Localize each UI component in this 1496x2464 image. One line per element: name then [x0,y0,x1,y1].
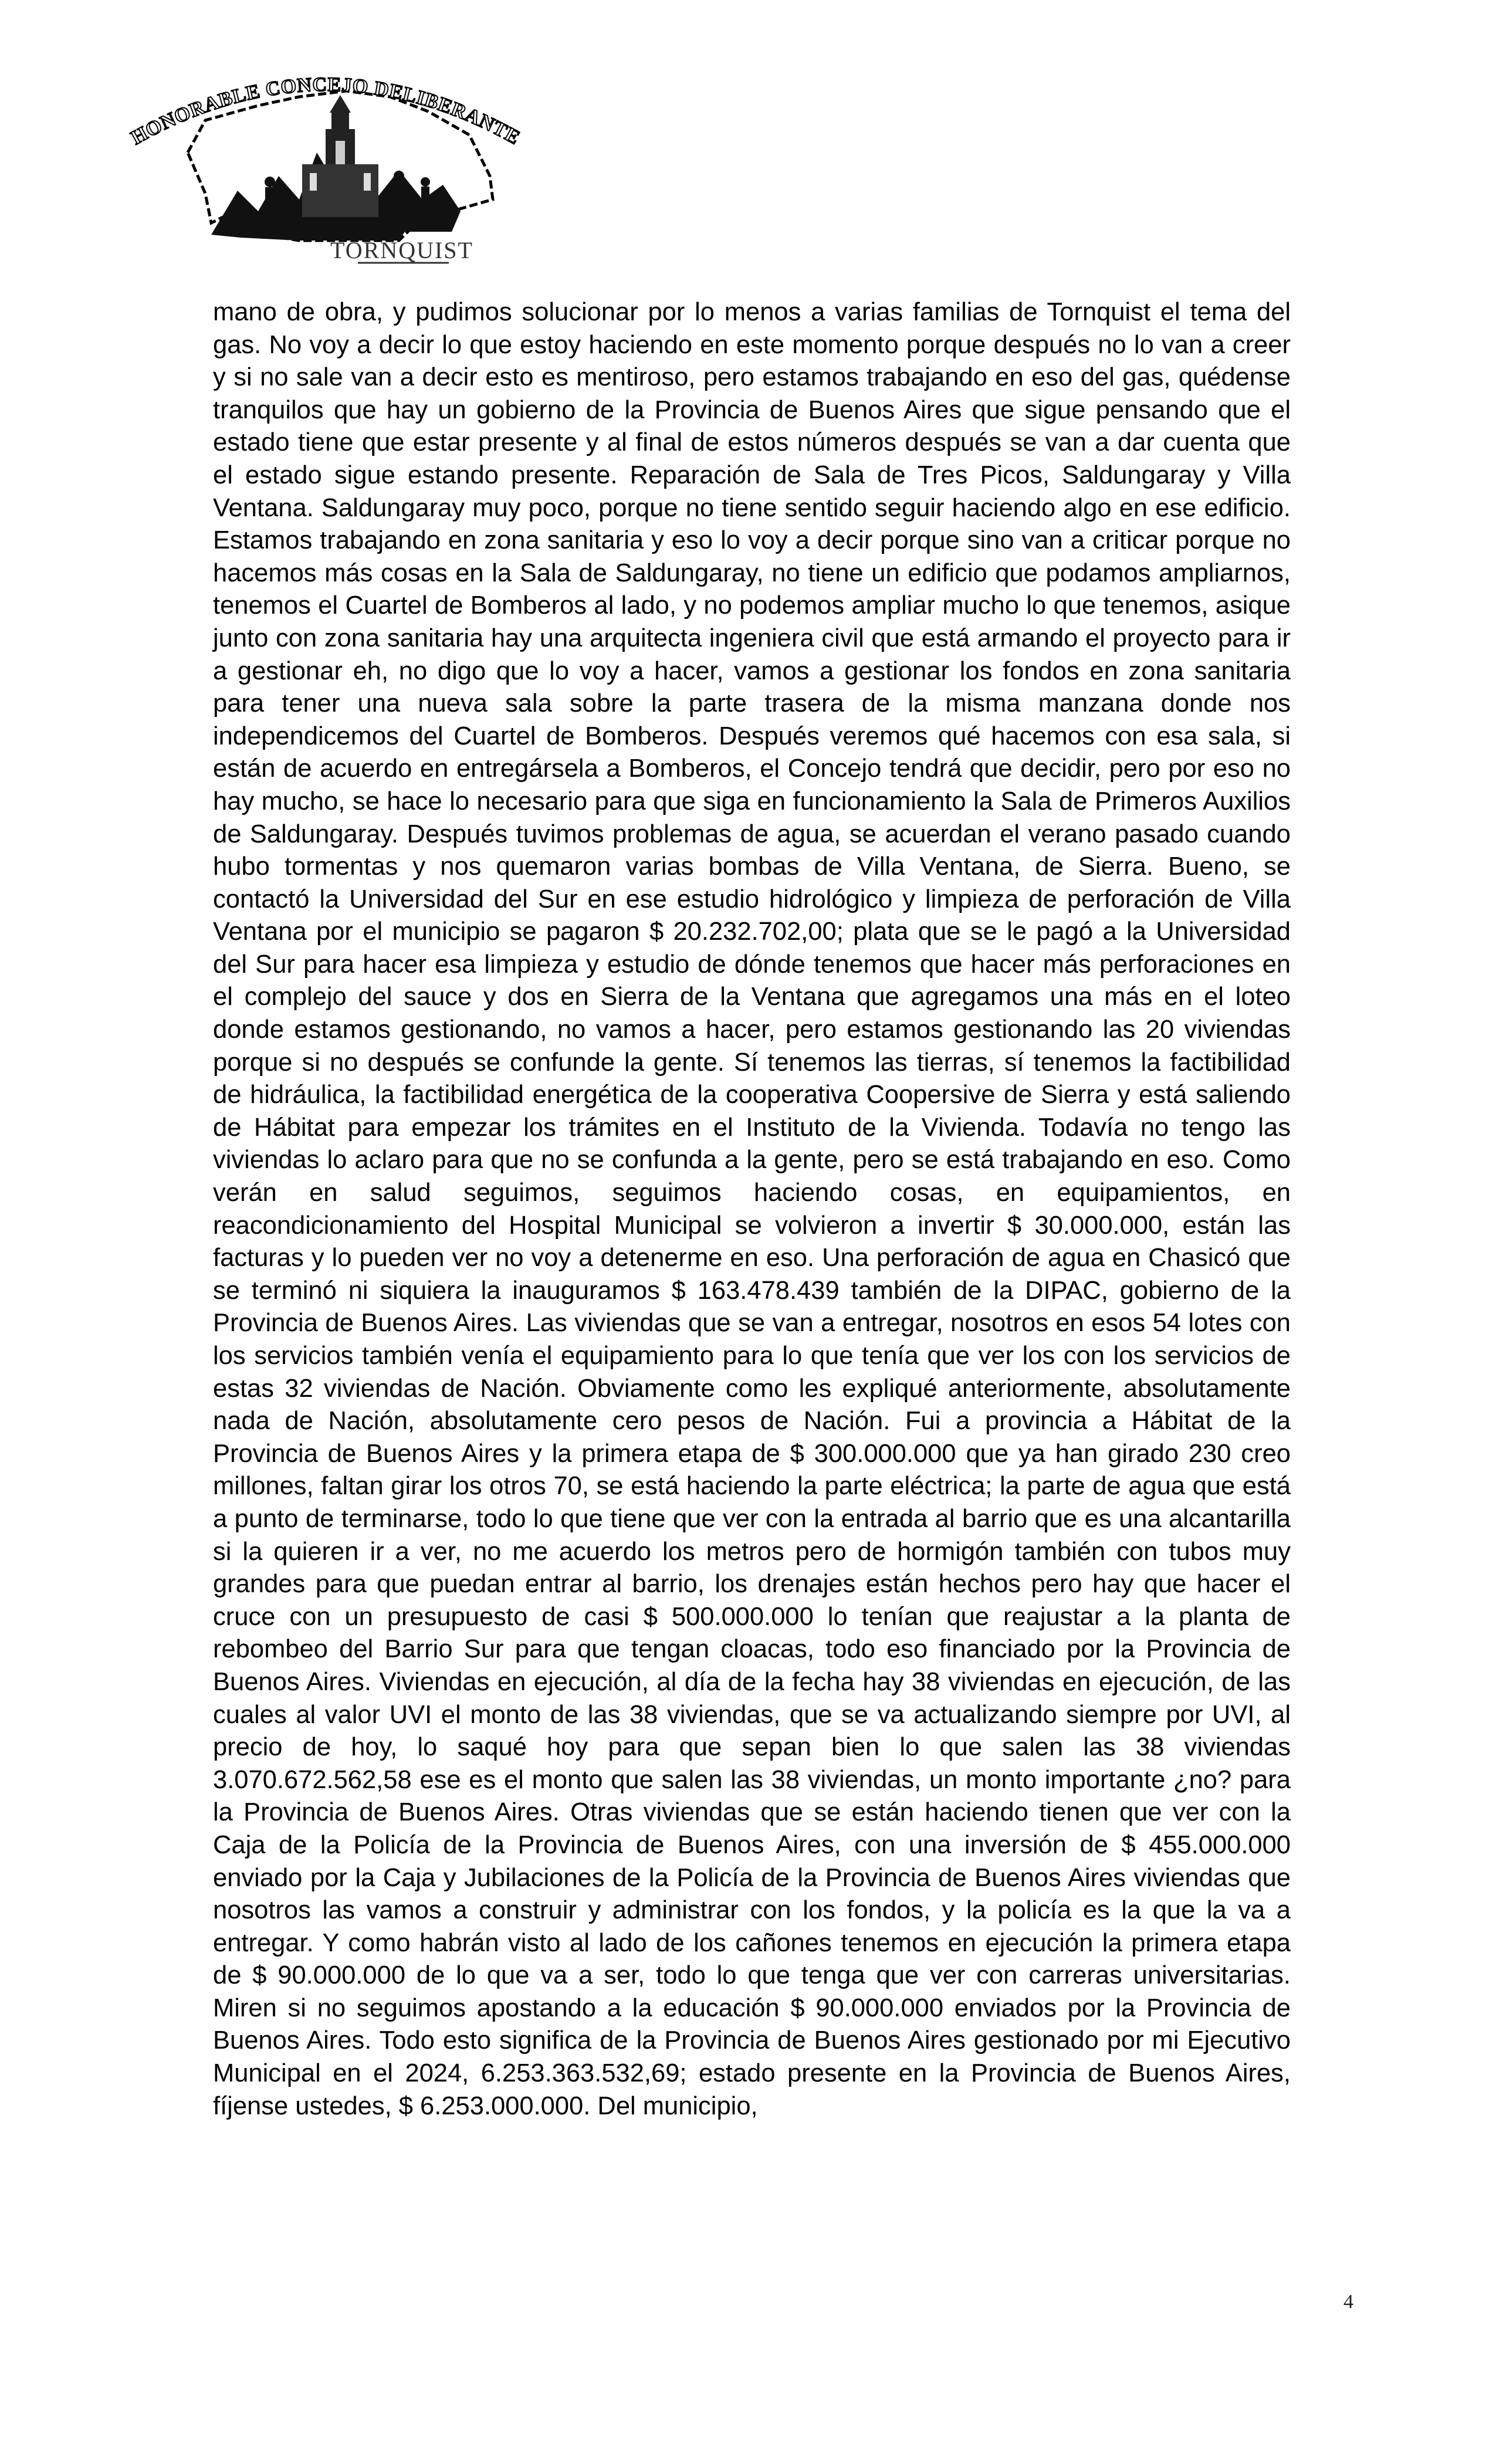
logo-arc-text: HONORABLE CONCEJO DELIBERANTE [127,73,524,150]
concejo-logo [123,65,534,270]
body-paragraph: mano de obra, y pudimos solucionar por lo menos a varias familias de Tornquist el tema del gas. No voy a decir lo que estoy haciendo en este momento porque después no lo van a creer y si no sale van a decir esto es mentiroso, pero estamos trabajando en eso del gas, quédense tranquilos que hay un gobierno de la Provincia de Buenos Aires que sigue pensando que el estado tiene que estar presente y al final de estos números después se van a dar cuenta que el estado sigue estando presente. Reparación de Sala de Tres Picos, Saldungaray y Villa Ventana. Saldungaray muy poco, porque no tiene sentido seguir haciendo algo en ese edificio. Estamos trabajando en zona sanitaria y eso lo voy a decir porque sino van a criticar porque no hacemos más cosas en la Sala de Saldungaray, no tiene un edificio que podamos ampliarnos, tenemos el Cuartel de Bomberos al lado, y no podemos ampliar mucho lo que tenemos, asique junto con zona sanitaria hay una arquitecta ingeniera civil que está armando el proyecto para ir a gestionar eh, no digo que lo voy a hacer, vamos a gestionar los fondos en zona sanitaria para tener una nueva sala sobre la parte trasera de la misma manzana donde nos independicemos del Cuartel de Bomberos. Después veremos qué hacemos con esa sala, si están de acuerdo en entregársela a Bomberos, el Concejo tendrá que decidir, pero por eso no hay mucho, se hace lo necesario para que siga en funcionamiento la Sala de Primeros Auxilios de Saldungaray. Después tuvimos problemas de agua, se acuerdan el verano pasado cuando hubo tormentas y nos quemaron varias bombas de Villa Ventana, de Sierra. Bueno, se contactó la Universidad del Sur en ese estudio hidrológico y limpieza de perforación de Villa Ventana por el municipio se pagaron $ 20.232.702,00; plata que se le pagó a la Universidad del Sur para hacer esa limpieza y estudio de dónde tenemos que hacer más perforaciones en el complejo del sauce y dos en Sierra de la Ventana que agregamos una más en el loteo donde estamos gestionando, no vamos a hacer, pero estamos gestionando las 20 viviendas porque si no después se confunde la gente. Sí tenemos las tierras, sí tenemos la factibilidad de hidráulica, la factibilidad energética de la cooperativa Coopersive de Sierra y está saliendo de Hábitat para empezar los trámites en el Instituto de la Vivienda. Todavía no tengo las viviendas lo aclaro para que no se confunda a la gente, pero se está trabajando en eso. Como verán en salud seguimos, seguimos haciendo cosas, en equipamientos, en reacondicionamiento del Hospital Municipal se volvieron a invertir $ 30.000.000, están las facturas y lo pueden ver no voy a detenerme en eso. Una perforación de agua en Chasicó que se terminó ni siquiera la inauguramos $ 163.478.439 también de la DIPAC, gobierno de la Provincia de Buenos Aires. Las viviendas que se van a entregar, nosotros en esos 54 lotes con los servicios también venía el equipamiento para lo que tenía que ver los con los servicios de estas 32 viviendas de Nación. Obviamente como les expliqué anteriormente, absolutamente nada de Nación, absolutamente cero pesos de Nación. Fui a provincia a Hábitat de la Provincia de Buenos Aires y la primera etapa de $ 300.000.000 que ya han girado 230 creo millones, faltan girar los otros 70, se está haciendo la parte eléctrica; la parte de agua que está a punto de terminarse, todo lo que tiene que ver con la entrada al barrio que es una alcantarilla si la quieren ir a ver, no me acuerdo los metros pero de hormigón también con tubos muy grandes para que puedan entrar al barrio, los drenajes están hechos pero hay que hacer el cruce con un presupuesto de casi $ 500.000.000 lo tenían que reajustar a la planta de rebombeo del Barrio Sur para que tengan cloacas, todo eso financiado por la Provincia de Buenos Aires. Viviendas en ejecución, al día de la fecha hay 38 viviendas en ejecución, de las cuales al valor UVI el monto de las 38 viviendas, que se va actualizando siempre por UVI, al precio de hoy, lo saqué hoy para que sepan bien lo que salen las 38 viviendas 3.070.672.562,58 ese es el monto que salen las 38 viviendas, un monto importante ¿no? para la Provincia de Buenos Aires. Otras viviendas que se están haciendo tienen que ver con la Caja de la Policía de la Provincia de Buenos Aires, con una inversión de $ 455.000.000 enviado por la Caja y Jubilaciones de la Policía de la Provincia de Buenos Aires viviendas que nosotros las vamos a construir y administrar con los fondos, y la policía es la que la va a entregar. Y como habrán visto al lado de los cañones tenemos en ejecución la primera etapa de $ 90.000.000 de lo que va a ser, todo lo que tenga que ver con carreras universitarias. Miren si no seguimos apostando a la educación $ 90.000.000 enviados por la Provincia de Buenos Aires. Todo esto significa de la Provincia de Buenos Aires gestionado por mi Ejecutivo Municipal en el 2024, 6.253.363.532,69; estado presente en la Provincia de Buenos Aires, fíjense ustedes, $ 6.253.000.000. Del municipio, [213,298,1291,2120]
page-number: 4 [1343,2291,1353,2313]
logo-place-text: TORNQUIST [330,237,473,263]
